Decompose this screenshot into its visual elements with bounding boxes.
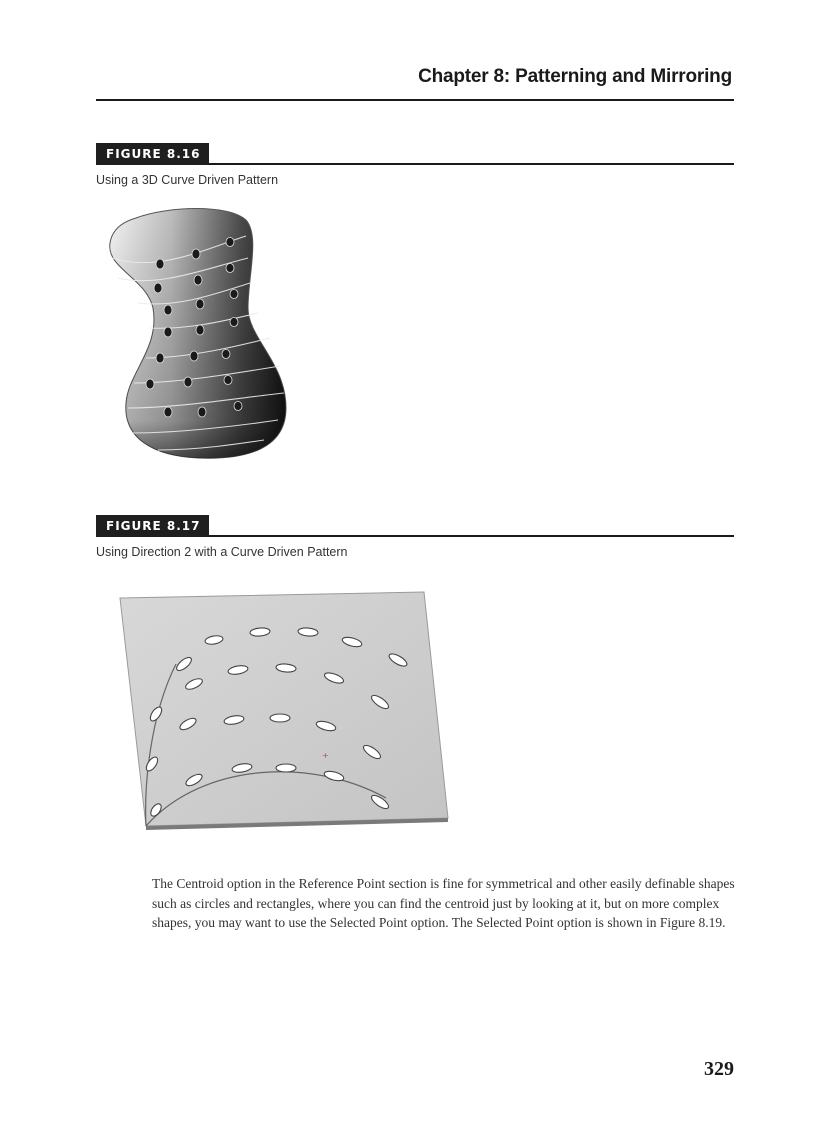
header-rule	[96, 99, 734, 101]
figure-8-17-block	[96, 515, 734, 559]
figure-label: FIGURE 8.17	[96, 515, 209, 537]
body-paragraph: The Centroid option in the Reference Point section is fine for symmetrical and other easily definable shapes such as circles and rectangles, where you can find the centroid just by looking at it, but on more complex shapes, you may want to use the Selected Point option. The Selected Point option is shown in Figure 8.19.	[152, 876, 735, 930]
figure-rule	[209, 535, 734, 537]
figure-caption: Using a 3D Curve Driven Pattern	[96, 173, 279, 187]
figure-label: FIGURE 8.16	[96, 143, 209, 165]
figure-rule	[209, 163, 734, 165]
chapter-header-title: Chapter 8: Patterning and Mirroring	[418, 66, 732, 87]
vase-shaped-body-with-holes-icon	[98, 198, 298, 468]
page-number: 329	[704, 1058, 734, 1080]
figure-label-row	[96, 143, 734, 165]
figure-caption: Using Direction 2 with a Curve Driven Pattern	[96, 545, 348, 559]
figure-label-row	[96, 515, 734, 537]
plate-with-curved-hole-pattern-icon	[114, 586, 454, 836]
svg-text:+: +	[322, 751, 329, 760]
figure-8-16-block	[96, 143, 734, 187]
